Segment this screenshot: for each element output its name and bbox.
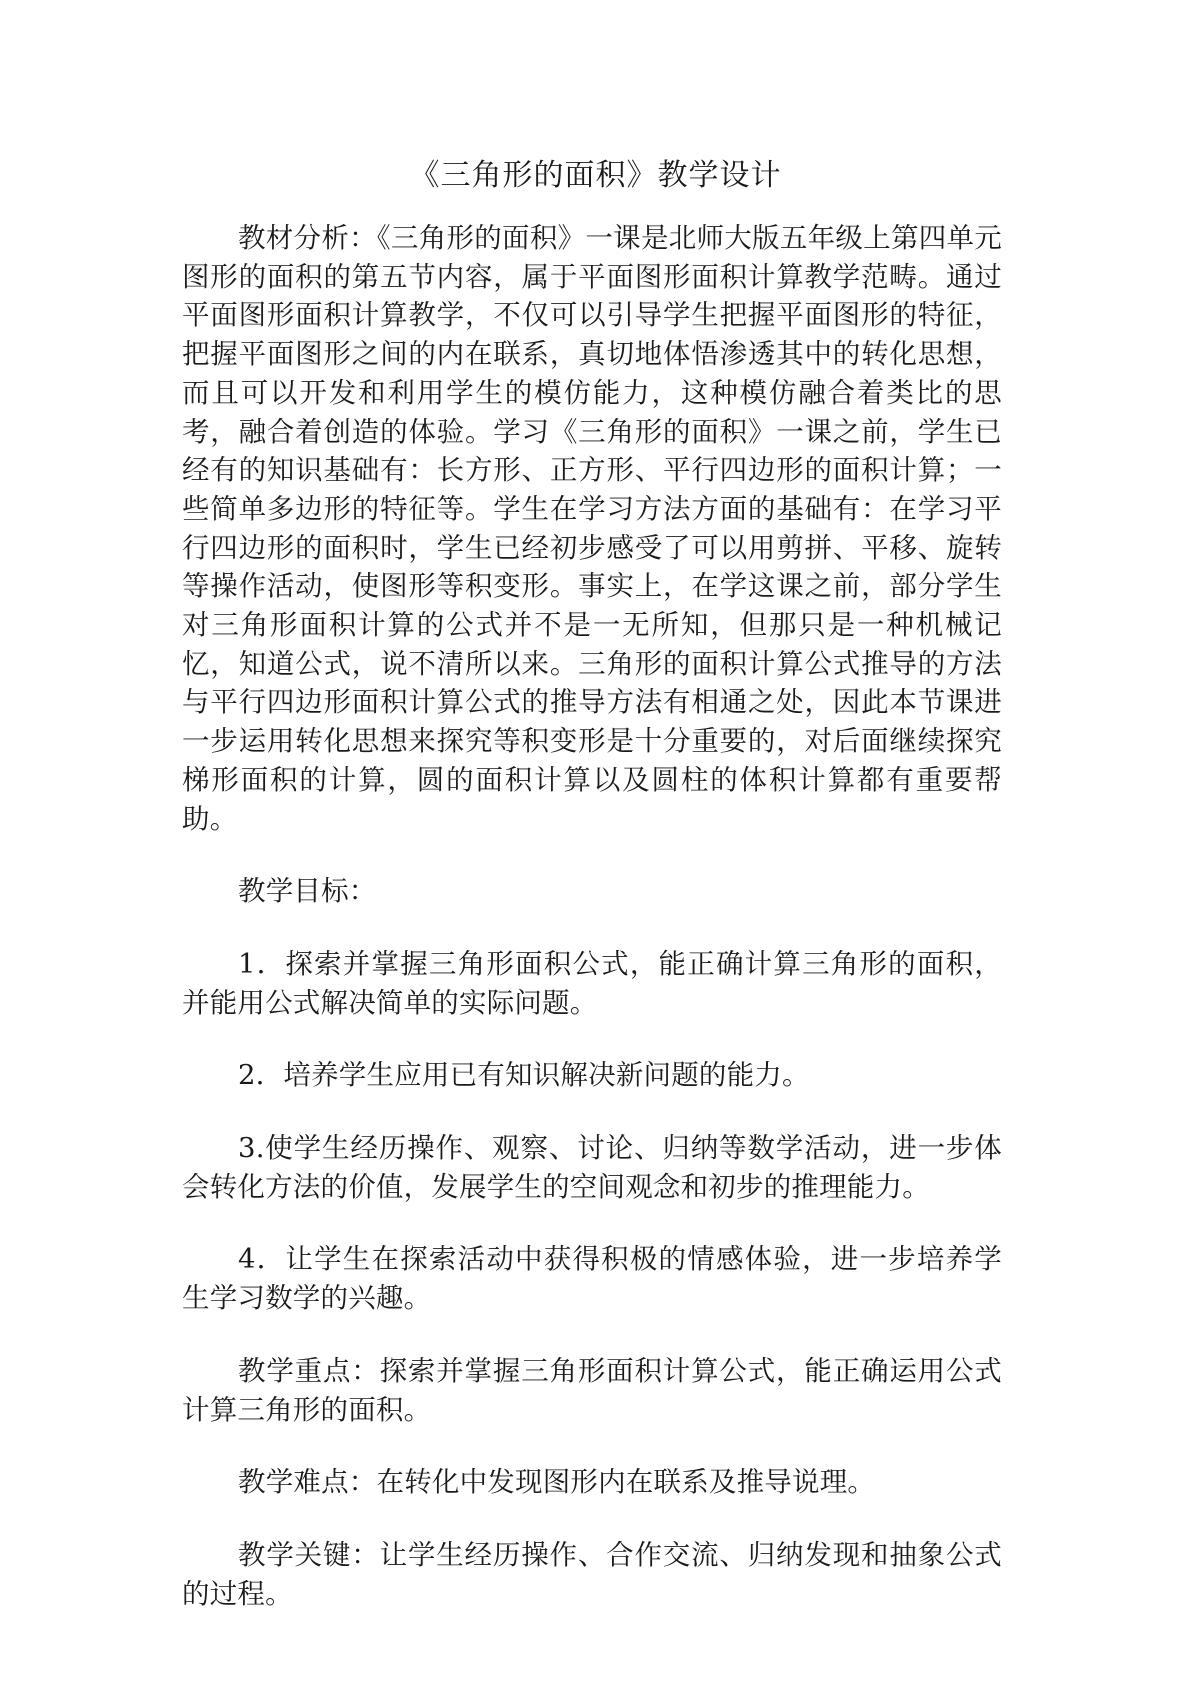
paragraph-goal-2: 2．培养学生应用已有知识解决新问题的能力。 [238,1059,810,1092]
document-body [182,219,1002,1647]
paragraph-difficulty: 教学难点：在转化中发现图形内在联系及推导说理。 [238,1466,876,1499]
paragraph-key-link: 教学关键：让学生经历操作、合作交流、归纳发现和抽象公式的过程。 [182,1538,1002,1610]
paragraph-key-point: 教学重点：探索并掌握三角形面积计算公式，能正确运用公式计算三角形的面积。 [182,1354,1002,1426]
paragraph-teaching-goals-heading: 教学目标： [238,875,377,908]
paragraph-textbook-analysis: 教材分析：《三角形的面积》一课是北师大版五年级上第四单元图形的面积的第五节内容，属于平面图形面积计算教学范畴。通过平面图形面积计算教学，不仅可以引导学生把握平面图形的特征，把握平面图形之间的内在联系，真切地体悟渗透其中的转化思想，而且可以开发和利用学生的模仿能力，这种模仿融合着类比的思考，融合着创造的体验。学习《三角形的面积》一课之前，学生已经有的知识基础有：长方形、正方形、平行四边形的面积计算；一些简单多边形的特征等。学生在学习方法方面的基础有：在学习平行四边形的面积时，学生已经初步感受了可以用剪拼、平移、旋转等操作活动，使图形等积变形。事实上，在学这课之前，部分学生对三角形面积计算的公式并不是一无所知，但那只是一种机械记忆，知道公式，说不清所以来。三角形的面积计算公式推导的方法与平行四边形面积计算公式的推导方法有相通之处，因此本节课进一步运用转化思想来探究等积变形是十分重要的，对后面继续探究梯形面积的计算，圆的面积计算以及圆柱的体积计算都有重要帮助。 [182,222,1002,835]
document-title: 《三角形的面积》教学设计 [409,158,782,193]
paragraph-goal-3: 3.使学生经历操作、观察、讨论、归纳等数学活动，进一步体会转化方法的价值，发展学生的空间观念和初步的推理能力。 [182,1132,1002,1203]
paragraph-goal-4: 4．让学生在探索活动中获得积极的情感体验，进一步培养学生学习数学的兴趣。 [182,1243,1002,1315]
paragraph-goal-1: 1．探索并掌握三角形面积公式，能正确计算三角形的面积，并能用公式解决简单的实际问题。 [182,947,1002,1019]
